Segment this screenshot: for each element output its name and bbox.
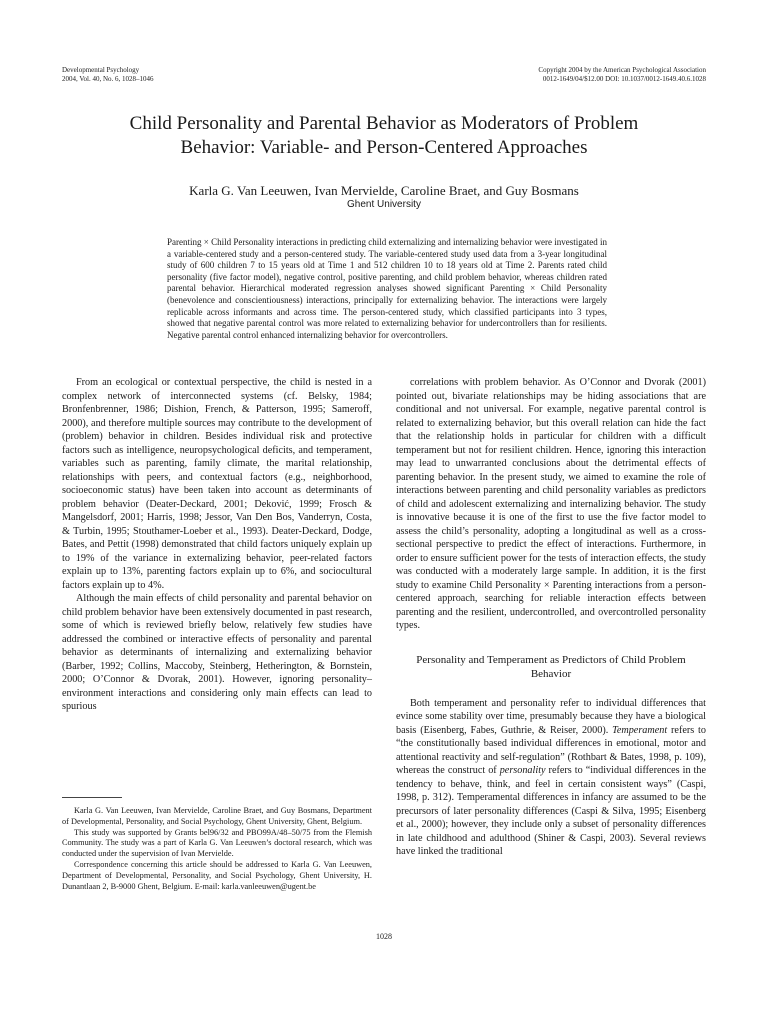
right-column [396, 376, 706, 859]
affiliation: Ghent University [347, 199, 421, 210]
running-header-left [62, 66, 154, 83]
volume-info: 2004, Vol. 40, No. 6, 1028–1046 [62, 74, 154, 83]
abstract: Parenting × Child Personality interactions in predicting child externalizing and internalizing behavior were investigated in a variable-centered study and a person-centered study. The variable-centered study used data from a 3-year longitudinal study of 600 children 7 to 15 years old at Time 1 and 512 children 10 to 18 years old at Time 2. Parents rated child personality (five factor model), negative control, positive parenting, and child problem behavior, whereas children rated parental behavior. Hierarchical moderated regression analyses showed significant Parenting × Child Personality (benevolence and conscientiousness) interactions, principally for externalizing behavior. The interactions were largely replicable across informants and across time. The person-centered study, which classified participants into 3 types, showed that negative parental control was more related to externalizing behavior for undercontrollers than for resilients. Negative parental control enhanced internalizing behavior for overcontrollers. [167, 237, 607, 340]
body-paragraph: From an ecological or contextual perspective, the child is nested in a complex network of interconnected systems (cf. Belsky, 1984; Bronfenbrenner, 1986; Dishion, French, & Patterson, 1995; Sameroff, 2000), and therefore multiple sources may contribute to the development of (problem) behavior in children. Besides individual risk and protective factors such as intelligence, neuropsychological deficits, and temperament, variables such as parenting, family climate, the marital relationship, relationships with peers, and contextual factors (e.g., neighborhood, socioeconomic status) have been taken into account as determinants of problem behavior (Deater-Deckard, 2001; Deković, 1999; Frosch & Mangelsdorf, 2001; Harris, 1998; Jessor, Van Den Bos, Vanderryn, Costa, & Turbin, 1995; Stouthamer-Loeber et al., 1993). Deater-Deckard, Dodge, Bates, and Pettit (1998) demonstrated that child factors uniquely explain up to 19% of the variance in externalizing behavior, peer-related factors explain up to 13%, parenting factors explain up to 6%, and sociocultural factors explain up to 4%. [62, 377, 372, 591]
copyright-line: Copyright 2004 by the American Psychological Association [538, 66, 706, 74]
journal-name: Developmental Psychology [62, 66, 140, 74]
footnote: Correspondence concerning this article should be addressed to Karla G. Van Leeuwen, Department of Developmental, Personality, and Social Psychology, Ghent University, H. Dunantlaan 2, B-9000 Ghent, Belgium. E-mail: karla.vanleeuwen@ugent.be [62, 859, 372, 891]
author-list: Karla G. Van Leeuwen, Ivan Mervielde, Caroline Braet, and Guy Bosmans [189, 183, 579, 198]
title-line-2: Behavior: Variable- and Person-Centered Approaches [180, 137, 588, 158]
author-notes [62, 806, 372, 892]
footnote: This study was supported by Grants bel96/32 and PBO99A/48–50/75 from the Flemish Community. The study was a part of Karla G. Van Leeuwen’s doctoral research, which was conducted under the supervision of Ivan Mervielde. [62, 827, 372, 859]
article-title [80, 112, 688, 160]
left-column [62, 376, 372, 714]
page-number: 1028 [376, 932, 392, 941]
running-header-right [538, 66, 706, 83]
body-paragraph: correlations with problem behavior. As O’Connor and Dvorak (2001) pointed out, bivariate relationships may be hiding associations that are conditional and not universal. For example, negative parental control is related to externalizing behavior, but this overall relation can hide the fact that the relationship holds in particular for children with a difficult temperament but not for resilient children. Hence, ignoring this interaction may lead to unwarranted conclusions about the detrimental effects of parenting behavior. In the present study, we aimed to examine the role of interactions between parenting and child personality variables as predictors of child and adolescent externalizing and internalizing behavior. The study is innovative because it is one of the first to use the five factor model to assess the child’s personality, adopting a longitudinal as well as a cross-sectional perspective to predict the effect of interactions. Furthermore, in order to ensure sufficient power for the tests of interaction effects, the study was conducted with a moderately large sample. In addition, it is the first study to examine Child Personality × Parenting interactions from a person-centered approach, searching for reliable interaction effects between parenting and the resilient, undercontrolled, and overcontrolled personality types. [396, 377, 706, 631]
footnote-rule [62, 797, 122, 798]
italic-term: Temperament [612, 724, 668, 736]
section-heading: Personality and Temperament as Predictors of Child Problem Behavior [416, 653, 686, 680]
footnote: Karla G. Van Leeuwen, Ivan Mervielde, Caroline Braet, and Guy Bosmans, Department of Developmental, Personality, and Social Psychology, Ghent University, Ghent, Belgium. [62, 806, 372, 826]
text-run: refers to “individual differences in the tendency to behave, think, and feel in certain consistent ways” (Caspi, 1998, p. 312). Temperamental differences in infancy are assumed to be the precursors of later personality differences (Caspi & Silva, 1995; Eisenberg et al., 2000); however, they include only a subset of personality differences in late childhood and adulthood (Shiner & Caspi, 2003). Several reviews have linked the traditional [396, 765, 706, 857]
text-run: Both temperament and personality refer to individual differences that evince some stability over time, presumably because they have a biological basis (Eisenberg, Fabes, Guthrie, & Reiser, 2000). [396, 697, 706, 736]
doi-line: 0012-1649/04/$12.00 DOI: 10.1037/0012-1649.40.6.1028 [542, 74, 706, 83]
body-paragraph: Although the main effects of child personality and parental behavior on child problem behavior have been extensively documented in past research, some of which is reviewed briefly below, relatively few studies have addressed the combined or interactive effects of personality and parental behavior as determinants of internalizing and externalizing behavior (Barber, 1992; Collins, Maccoby, Steinberg, Hetherington, & Bornstein, 2000; O’Connor & Dvorak, 2001). However, ignoring personality–environment interactions and considering only main effects can lead to spurious [62, 593, 372, 712]
title-line-1: Child Personality and Parental Behavior as Moderators of Problem [129, 113, 639, 134]
text-run: refers to “the constitutionally based individual differences in emotional, motor and attentional reactivity and self-regulation” (Rothbart & Bates, 1998, p. 109), whereas the construct of [396, 724, 706, 776]
italic-term: personality [499, 765, 546, 776]
body-paragraph [396, 697, 706, 859]
